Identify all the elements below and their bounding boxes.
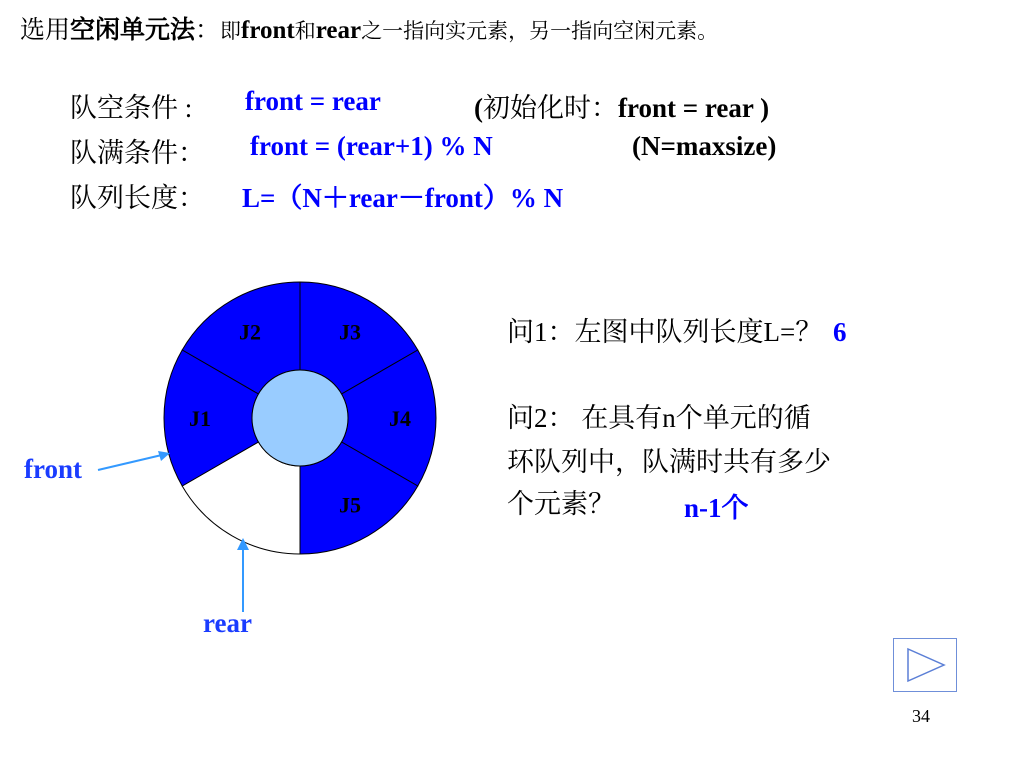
- full-condition-label: 队满条件：: [70, 138, 205, 168]
- slot-label-j4: J4: [389, 406, 411, 431]
- next-slide-button[interactable]: [893, 638, 957, 692]
- queue-hub: [252, 370, 348, 466]
- note-init-text: 初始化时：: [483, 93, 618, 123]
- empty-condition-label: 队空条件 :: [70, 93, 193, 123]
- title-colon: ：: [195, 17, 221, 44]
- rear-pointer-label: rear: [203, 608, 252, 638]
- slot-label-j5: J5: [339, 492, 361, 518]
- note-init-formula: front = rear ): [618, 93, 770, 123]
- question-2-line-3: 个元素？: [507, 489, 615, 519]
- question-1-answer: 6: [832, 317, 847, 347]
- title-desc-rear: rear: [315, 17, 362, 44]
- slot-label-j2: J2: [239, 319, 261, 345]
- length-label: 队列长度：: [70, 183, 205, 213]
- slot-label-j1: J1: [189, 406, 211, 431]
- title-desc-a: 即: [220, 19, 242, 43]
- front-pointer-label: front: [24, 454, 82, 484]
- title-desc-c: 之一指向实元素，另一指向空闲元素。: [361, 19, 719, 43]
- full-condition-formula: front = (rear+1) % N: [250, 131, 493, 161]
- question-1-text: 问1：左图中队列长度L=？: [507, 317, 823, 347]
- question-2-line-2: 环队列中，队满时共有多少: [507, 447, 831, 477]
- empty-condition-formula: front = rear: [245, 86, 381, 116]
- front-arrow: [98, 454, 166, 470]
- page-number: 34: [912, 706, 930, 726]
- play-triangle-icon: [894, 639, 956, 691]
- title-method: 空闲单元法: [70, 17, 196, 44]
- question-1: [507, 314, 846, 350]
- question-2-answer: n-1个: [684, 493, 749, 523]
- title-prefix: 选用: [20, 17, 71, 44]
- question-2-line-1: 问2： 在具有n个单元的循: [507, 403, 811, 433]
- slot-label-j3: J3: [339, 319, 361, 345]
- full-condition-note: (N=maxsize): [632, 131, 777, 161]
- note-open-paren: (: [474, 93, 483, 123]
- title-desc-front: front: [241, 17, 295, 44]
- length-formula: L=（N＋rear－front）% N: [242, 183, 564, 213]
- title-desc-b: 和: [294, 19, 316, 43]
